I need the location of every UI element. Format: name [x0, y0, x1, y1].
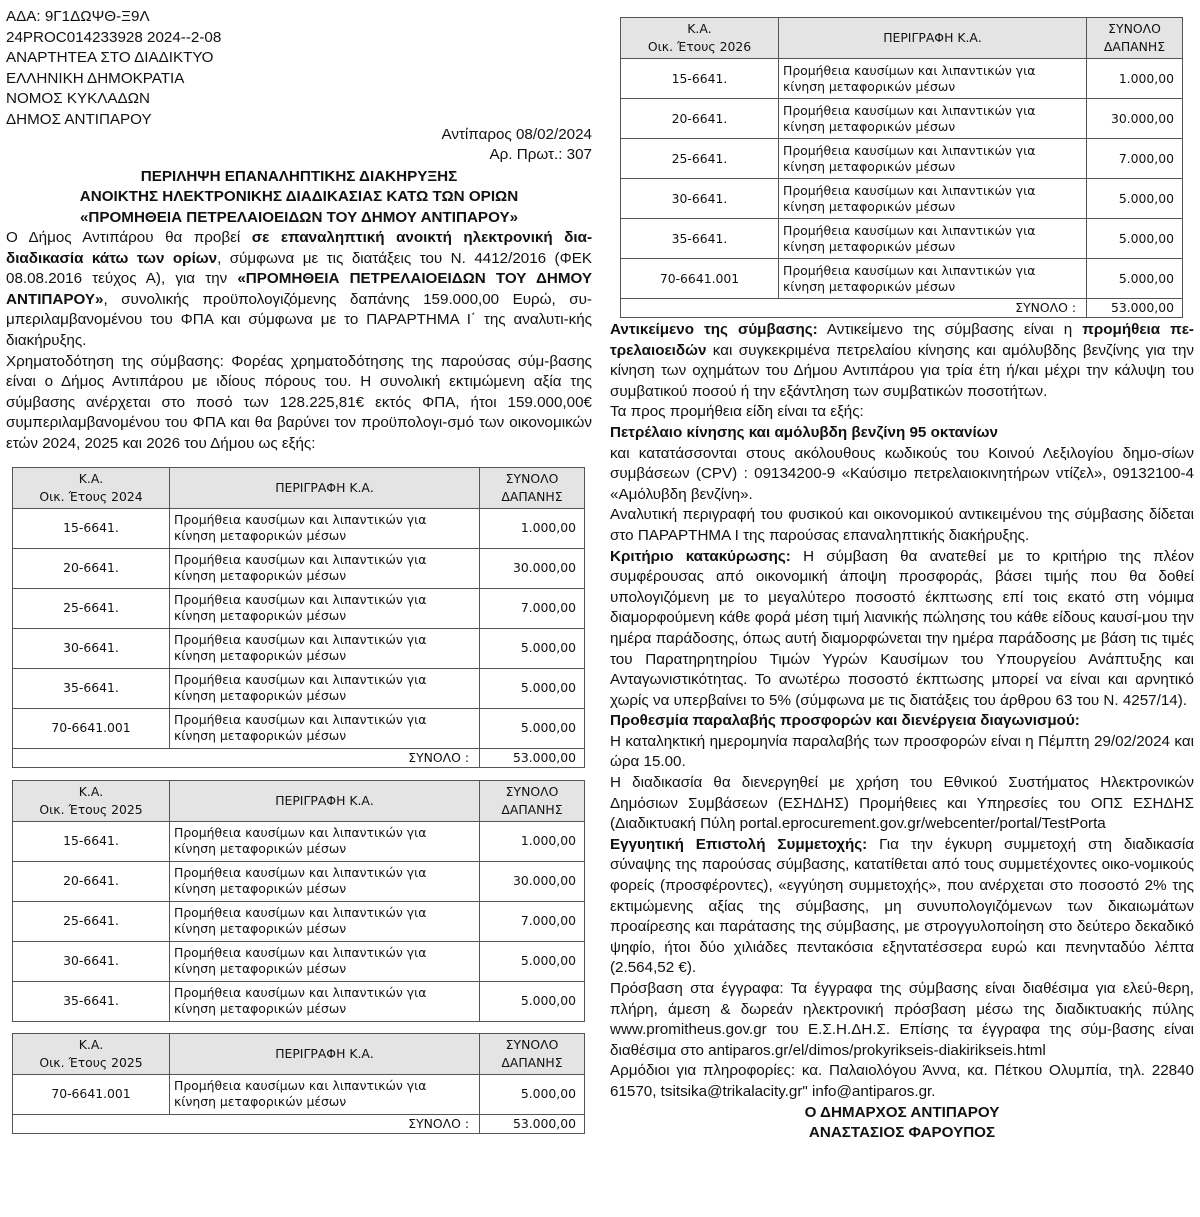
annex-paragraph: Αναλυτική περιγραφή του φυσικού και οικονομικού αντικειμένου της σύμβασης δίδεται στο ΠΑΡΑΡΤΗΜΑ Ι της παρούσας επαναληπτικής διακήρυξης.: [610, 506, 1194, 544]
col-total: ΣΥΝΟΛΟ ΔΑΠΑΝΗΣ: [480, 467, 585, 508]
republic-line: ΕΛΛΗΝΙΚΗ ΔΗΜΟΚΡΑΤΙΑ: [6, 69, 185, 87]
deadline-heading: Προθεσμία παραλαβής προσφορών και διενέργεια διαγωνισμού:: [610, 712, 1080, 730]
ada-line: ΑΔΑ: 9Γ1ΔΩΨΘ-Ξ9Λ: [6, 8, 150, 25]
table-row: [13, 821, 585, 861]
ka-amount: 5.000,00: [480, 628, 585, 668]
ka-description: Προμήθεια καυσίμων και λιπαντικών για κίνηση μεταφορικών μέσων: [779, 99, 1087, 139]
ka-code: 15-6641.: [621, 59, 779, 99]
title-line-2: ΑΝΟΙΚΤΗΣ ΗΛΕΚΤΡΟΝΙΚΗΣ ΔΙΑΔΙΚΑΣΙΑΣ ΚΑΤΩ ΤΩΝ ΟΡΙΩΝ: [79, 188, 519, 206]
ka-code: 30-6641.: [13, 941, 170, 981]
total-row: [13, 748, 585, 767]
total-amount: 53.000,00: [480, 1114, 585, 1133]
date-line: Αντίπαρος 08/02/2024: [441, 125, 592, 143]
ka-amount: 7.000,00: [480, 901, 585, 941]
ka-description: Προμήθεια καυσίμων και λιπαντικών για κίνηση μεταφορικών μέσων: [170, 861, 480, 901]
ka-code: 25-6641.: [13, 901, 170, 941]
total-label: ΣΥΝΟΛΟ :: [621, 299, 1087, 318]
ka-amount: 7.000,00: [480, 588, 585, 628]
ka-code: 20-6641.: [621, 99, 779, 139]
col-total: ΣΥΝΟΛΟ ΔΑΠΑΝΗΣ: [480, 780, 585, 821]
ka-amount: 1.000,00: [1087, 59, 1183, 99]
budget-table-2024: [12, 467, 585, 768]
title-line-1: ΠΕΡΙΛΗΨΗ ΕΠΑΝΑΛΗΠΤΙΚΗΣ ΔΙΑΚΗΡΥΞΗΣ: [140, 167, 458, 185]
budget-table-2025-part1: [12, 780, 585, 1022]
col-desc: ΠΕΡΙΓΡΑΦΗ Κ.Α.: [170, 467, 480, 508]
ka-code: 15-6641.: [13, 821, 170, 861]
ka-amount: 5.000,00: [480, 668, 585, 708]
table-row: [621, 139, 1183, 179]
ka-description: Προμήθεια καυσίμων και λιπαντικών για κίνηση μεταφορικών μέσων: [779, 259, 1087, 299]
items-heading: Πετρέλαιο κίνησης και αμόλυβδη βενζίνη 95 οκτανίων: [610, 423, 998, 441]
ka-amount: 1.000,00: [480, 821, 585, 861]
col-desc: ΠΕΡΙΓΡΑΦΗ Κ.Α.: [170, 1033, 480, 1074]
funding-paragraph: Χρηματοδότηση της σύμβασης: Φορέας χρηματοδότησης της παρούσας σύμ-βασης είναι ο Δήμος Αντιπάρου με ιδίους πόρους του. Η συνολική εκτιμώμενη αξία της σύμβασης ανέρχεται στο ποσό των 128.225,81€ εκτός ΦΠΑ, ήτοι 159.000,00€ συμπεριλαμβανομένου του ΦΠΑ και θα βαρύνει τον προϋπολογι-σμό των οικονομικών ετών 2024, 2025 και 2026 του Δήμου ως εξής:: [6, 352, 592, 452]
guarantee-paragraph: Εγγυητική Επιστολή Συμμετοχής: Για την έγκυρη συμμετοχή στη διαδικασία σύναψης της παρούσας σύμβασης, κατατίθεται από τους συμμετέχοντες οικο-νομικούς φορείς (προσφέροντες), «εγγύηση συμμετοχής», που ανέρχεται στο ποσοστό 2% της εκτιμώμενης αξίας της σύμβασης, μη συνυπολογιζόμενων των δικαιωμάτων προαίρεσης και παράτασης της σύμβασης, με στρογγυλοποίηση στο δεύτερο δεκαδικό ψηφίο, ήτοι δύο χιλιάδες πεντακόσια εξηντατέσσερα ευρώ και πενηνταδύο λέπτα (2.564,52 €).: [610, 835, 1194, 977]
ka-amount: 7.000,00: [1087, 139, 1183, 179]
table-row: [13, 548, 585, 588]
contract-object-paragraph: Αντικείμενο της σύμβασης: Αντικείμενο της σύμβασης είναι η προμήθεια πε-τρελαιοειδών και συγκεκριμένα πετρελαίου κίνησης και αμόλυβδης βενζίνης για την κίνηση των οχημάτων του Δήμου Αντιπάρου για τρία έτη ή/και μέχρι την κάλυψη του συμβατικού ποσού ή την εξάντληση των συμβατικών ποσοτήτων.: [610, 321, 1194, 400]
table-row: [621, 259, 1183, 299]
ka-code: 30-6641.: [13, 628, 170, 668]
total-amount: 53.000,00: [480, 748, 585, 767]
prefecture-line: ΝΟΜΟΣ ΚΥΚΛΑΔΩΝ: [6, 90, 150, 108]
table-row: [13, 981, 585, 1021]
total-amount: 53.000,00: [1087, 299, 1183, 318]
table-row: [621, 219, 1183, 259]
table-row: [13, 628, 585, 668]
ka-description: Προμήθεια καυσίμων και λιπαντικών για κίνηση μεταφορικών μέσων: [779, 219, 1087, 259]
ka-amount: 5.000,00: [480, 708, 585, 748]
ka-amount: 5.000,00: [1087, 219, 1183, 259]
ka-code: 30-6641.: [621, 179, 779, 219]
signature-title: Ο ΔΗΜΑΡΧΟΣ ΑΝΤΙΠΑΡΟΥ: [804, 1103, 1000, 1121]
col-desc: ΠΕΡΙΓΡΑΦΗ Κ.Α.: [779, 18, 1087, 59]
col-desc: ΠΕΡΙΓΡΑΦΗ Κ.Α.: [170, 780, 480, 821]
ka-code: 35-6641.: [13, 981, 170, 1021]
col-total: ΣΥΝΟΛΟ ΔΑΠΑΝΗΣ: [480, 1033, 585, 1074]
proc-line: 24PROC014233928 2024--2-08: [6, 28, 222, 46]
budget-table-2026: [620, 17, 1183, 318]
right-column: [610, 0, 1194, 1144]
cpv-paragraph: και κατατάσσονται στους ακόλουθους κωδικούς του Κοινού Λεξιλογίου δημο-σίων συμβάσεων (CPV) : 09134200-9 «Καύσιμο πετρελαιοκινητήρων ντίζελ», 09132100-4 «Αμόλυβδη βενζίνη».: [610, 444, 1194, 503]
ka-description: Προμήθεια καυσίμων και λιπαντικών για κίνηση μεταφορικών μέσων: [170, 981, 480, 1021]
ka-description: Προμήθεια καυσίμων και λιπαντικών για κίνηση μεταφορικών μέσων: [170, 901, 480, 941]
ka-amount: 30.000,00: [480, 548, 585, 588]
ka-amount: 30.000,00: [480, 861, 585, 901]
ka-description: Προμήθεια καυσίμων και λιπαντικών για κίνηση μεταφορικών μέσων: [170, 548, 480, 588]
budget-table-2025-part2: [12, 1033, 585, 1134]
table-row: [13, 668, 585, 708]
ka-code: 35-6641.: [13, 668, 170, 708]
deadline-paragraph: Η καταληκτική ημερομηνία παραλαβής των προσφορών είναι η Πέμπτη 29/02/2024 και ώρα 15.00.: [610, 732, 1194, 771]
ka-description: Προμήθεια καυσίμων και λιπαντικών για κίνηση μεταφορικών μέσων: [170, 708, 480, 748]
ka-code: 70-6641.001: [621, 259, 779, 299]
ka-code: 70-6641.001: [13, 708, 170, 748]
table-row: [13, 708, 585, 748]
ka-description: Προμήθεια καυσίμων και λιπαντικών για κίνηση μεταφορικών μέσων: [779, 179, 1087, 219]
ka-code: 70-6641.001: [13, 1074, 170, 1114]
ka-amount: 5.000,00: [1087, 259, 1183, 299]
ka-code: 25-6641.: [13, 588, 170, 628]
table-row: [621, 59, 1183, 99]
table-row: [13, 588, 585, 628]
table-row: [621, 179, 1183, 219]
left-column: [6, 0, 592, 1134]
ka-code: 25-6641.: [621, 139, 779, 179]
criterion-paragraph: Κριτήριο κατακύρωσης: Η σύμβαση θα ανατεθεί με το κριτήριο της πλέον συμφέρουσας από οικονομική άποψη προσφοράς, βάσει τιμής που θα δοθεί υπολογιζόμενη με το μεγαλύτερο ποσοστό έκπτωσης επί τοις εκατό στη νόμιμα διαμορφούμενη κάθε φορά μέση τιμή λιανικής πώλησης του κάθε είδους καυσί-μου την ημέρα παράδοσης, όπως αυτή διαμορφώνεται την ημέρα παράδοσης με βάση τις τιμές του Παρατηρητηρίου Τιμών Υγρών Καυσίμων του Υπουργείου Ανάπτυξης και Ανταγωνιστικότητας. Το ανωτέρω ποσοστό έκπτωσης μπορεί να είναι και αρνητικό χωρίς να υπερβαίνει το 5% (σύμφωνα με τις διατάξεις του άρθρου 63 του Ν. 4257/14).: [610, 547, 1194, 709]
table-row: [621, 99, 1183, 139]
ka-description: Προμήθεια καυσίμων και λιπαντικών για κίνηση μεταφορικών μέσων: [170, 508, 480, 548]
col-total: ΣΥΝΟΛΟ ΔΑΠΑΝΗΣ: [1087, 18, 1183, 59]
table-row: [13, 901, 585, 941]
total-label: ΣΥΝΟΛΟ :: [13, 748, 480, 767]
ka-amount: 5.000,00: [480, 981, 585, 1021]
col-ka: Κ.Α. Οικ. Έτους 2026: [621, 18, 779, 59]
ka-amount: 1.000,00: [480, 508, 585, 548]
ka-description: Προμήθεια καυσίμων και λιπαντικών για κίνηση μεταφορικών μέσων: [170, 821, 480, 861]
access-paragraph: Πρόσβαση στα έγγραφα: Τα έγγραφα της σύμβασης είναι διαθέσιμα για ελεύ-θερη, πλήρη, άμεση & δωρεάν ηλεκτρονική πρόσβαση μέσω της διαδικτυακής πύλης www.promitheus.gov.gr του Ε.Σ.Η.ΔΗ.Σ. Επίσης τα έγγραφα της σύμ-βασης είναι διαθέσιμα στο antiparos.gr/el/dimos/prokyrikseis-diakirikseis.html: [610, 980, 1194, 1059]
ka-description: Προμήθεια καυσίμων και λιπαντικών για κίνηση μεταφορικών μέσων: [779, 59, 1087, 99]
ka-code: 35-6641.: [621, 219, 779, 259]
ka-description: Προμήθεια καυσίμων και λιπαντικών για κίνηση μεταφορικών μέσων: [170, 668, 480, 708]
ka-description: Προμήθεια καυσίμων και λιπαντικών για κίνηση μεταφορικών μέσων: [170, 628, 480, 668]
municipality-line: ΔΗΜΟΣ ΑΝΤΙΠΑΡΟΥ: [6, 110, 152, 128]
post-line: ΑΝΑΡΤΗΤΕΑ ΣΤΟ ΔΙΑΔΙΚΤΥΟ: [6, 49, 214, 67]
protocol-line: Αρ. Πρωτ.: 307: [489, 145, 592, 163]
ka-amount: 5.000,00: [1087, 179, 1183, 219]
ka-code: 15-6641.: [13, 508, 170, 548]
ka-amount: 30.000,00: [1087, 99, 1183, 139]
contact-paragraph: Αρμόδιοι για πληροφορίες: κα. Παλαιολόγου Άννα, κα. Πέτκου Ολυμπία, τηλ. 22840 61570, tsitsika@trikalacity.gr" info@antiparos.gr.: [610, 1062, 1194, 1100]
table-row: [13, 861, 585, 901]
ka-code: 20-6641.: [13, 861, 170, 901]
title-line-3: «ΠΡΟΜΗΘΕΙΑ ΠΕΤΡΕΛΑΙΟΕΙΔΩΝ ΤΟΥ ΔΗΜΟΥ ΑΝΤΙΠΑΡΟΥ»: [79, 208, 519, 226]
header-block: [6, 7, 592, 131]
total-row: [13, 1114, 585, 1133]
ka-description: Προμήθεια καυσίμων και λιπαντικών για κίνηση μεταφορικών μέσων: [170, 941, 480, 981]
col-ka: Κ.Α. Οικ. Έτους 2025: [13, 1033, 170, 1074]
ka-amount: 5.000,00: [480, 1074, 585, 1114]
col-ka: Κ.Α. Οικ. Έτους 2024: [13, 467, 170, 508]
items-intro: Τα προς προμήθεια είδη είναι τα εξής:: [610, 403, 864, 421]
intro-paragraph: Ο Δήμος Αντιπάρου θα προβεί σε επαναληπτική ανοικτή ηλεκτρονική δια-διαδικασία κάτω των ορίων, σύμφωνα με τις διατάξεις του Ν. 4412/2016 (ΦΕΚ 08.08.2016 τεύχος Α), για την «ΠΡΟΜΗΘΕΙΑ ΠΕΤΡΕΛΑΙΟΕΙΔΩΝ ΤΟΥ ΔΗΜΟΥ ΑΝΤΙΠΑΡΟΥ», συνολικής προϋπολογιζόμενης δαπάνης 159.000,00 Ευρώ, συ-μπεριλαμβανομένου του ΦΠΑ και σύμφωνα με το ΠΑΡΑΡΤΗΜΑ Ι΄ της αναλυτι-κής διακήρυξης.: [6, 229, 593, 350]
ka-description: Προμήθεια καυσίμων και λιπαντικών για κίνηση μεταφορικών μέσων: [170, 1074, 480, 1114]
ka-description: Προμήθεια καυσίμων και λιπαντικών για κίνηση μεταφορικών μέσων: [779, 139, 1087, 179]
esidis-paragraph: Η διαδικασία θα διενεργηθεί με χρήση του Εθνικού Συστήματος Ηλεκτρονικών Δημόσιων Συμβάσεων (ΕΣΗΔΗΣ) Προμήθειες και Υπηρεσίες του ΟΠΣ ΕΣΗΔΗΣ (Διαδικτυακή Πύλη portal.eprocurement.gov.gr/webcenter/portal/TestPorta: [610, 774, 1194, 833]
ka-amount: 5.000,00: [480, 941, 585, 981]
table-row: [13, 508, 585, 548]
signature-name: ΑΝΑΣΤΑΣΙΟΣ ΦΑΡΟΥΠΟΣ: [808, 1124, 996, 1142]
table-row: [13, 1074, 585, 1114]
table-row: [13, 941, 585, 981]
ka-code: 20-6641.: [13, 548, 170, 588]
ka-description: Προμήθεια καυσίμων και λιπαντικών για κίνηση μεταφορικών μέσων: [170, 588, 480, 628]
col-ka: Κ.Α. Οικ. Έτους 2025: [13, 780, 170, 821]
total-label: ΣΥΝΟΛΟ :: [13, 1114, 480, 1133]
total-row: [621, 299, 1183, 318]
